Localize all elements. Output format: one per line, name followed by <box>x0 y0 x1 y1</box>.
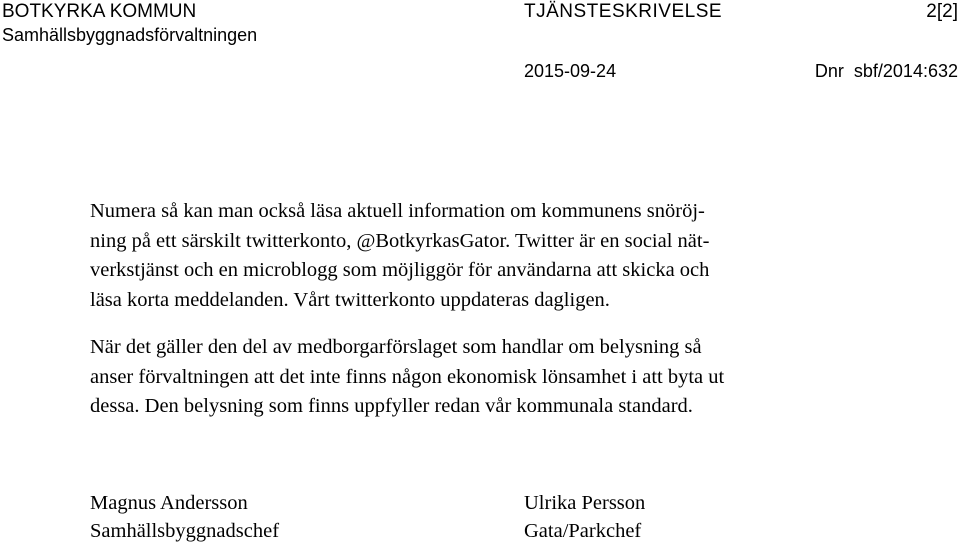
paragraph-line: När det gäller den del av medborgarförslaget som handlar om belysning så <box>90 336 702 358</box>
paragraph-line: ning på ett särskilt twitterkonto, @BotkyrkasGator. Twitter är en social nät- <box>90 229 710 252</box>
paragraph-line: dessa. Den belysning som finns uppfyller redan vår kommunala standard. <box>90 395 693 417</box>
signature-block-right <box>524 489 645 545</box>
department-name: Samhällsbyggnadsförvaltningen <box>2 25 258 45</box>
paragraph-line: verkstjänst och en microblogg som möjliggör för användarna att skicka och <box>90 259 710 281</box>
organization-name: BOTKYRKA KOMMUN <box>2 1 197 22</box>
document-date: 2015-09-24 <box>524 61 617 81</box>
signature-name: Ulrika Persson <box>524 492 646 514</box>
reference-number: Dnr sbf/2014:632 <box>814 61 958 81</box>
paragraph-line: läsa korta meddelanden. Vårt twitterkonto uppdateras dagligen. <box>90 288 610 311</box>
document-type: TJÄNSTESKRIVELSE <box>524 1 723 22</box>
signature-name: Magnus Andersson <box>90 492 248 514</box>
signature-title: Gata/Parkchef <box>524 520 642 542</box>
paragraph-line: anser förvaltningen att det inte finns någon ekonomisk lönsamhet i att byta ut <box>90 365 725 388</box>
signature-block-left <box>90 489 279 545</box>
paragraph-lighting <box>90 333 830 422</box>
paragraph-twitter <box>90 197 830 315</box>
page-number: 2[2] <box>926 1 958 22</box>
paragraph-line: Numera så kan man också läsa aktuell information om kommunens snöröj- <box>90 200 705 222</box>
signature-title: Samhällsbyggnadschef <box>90 520 280 542</box>
